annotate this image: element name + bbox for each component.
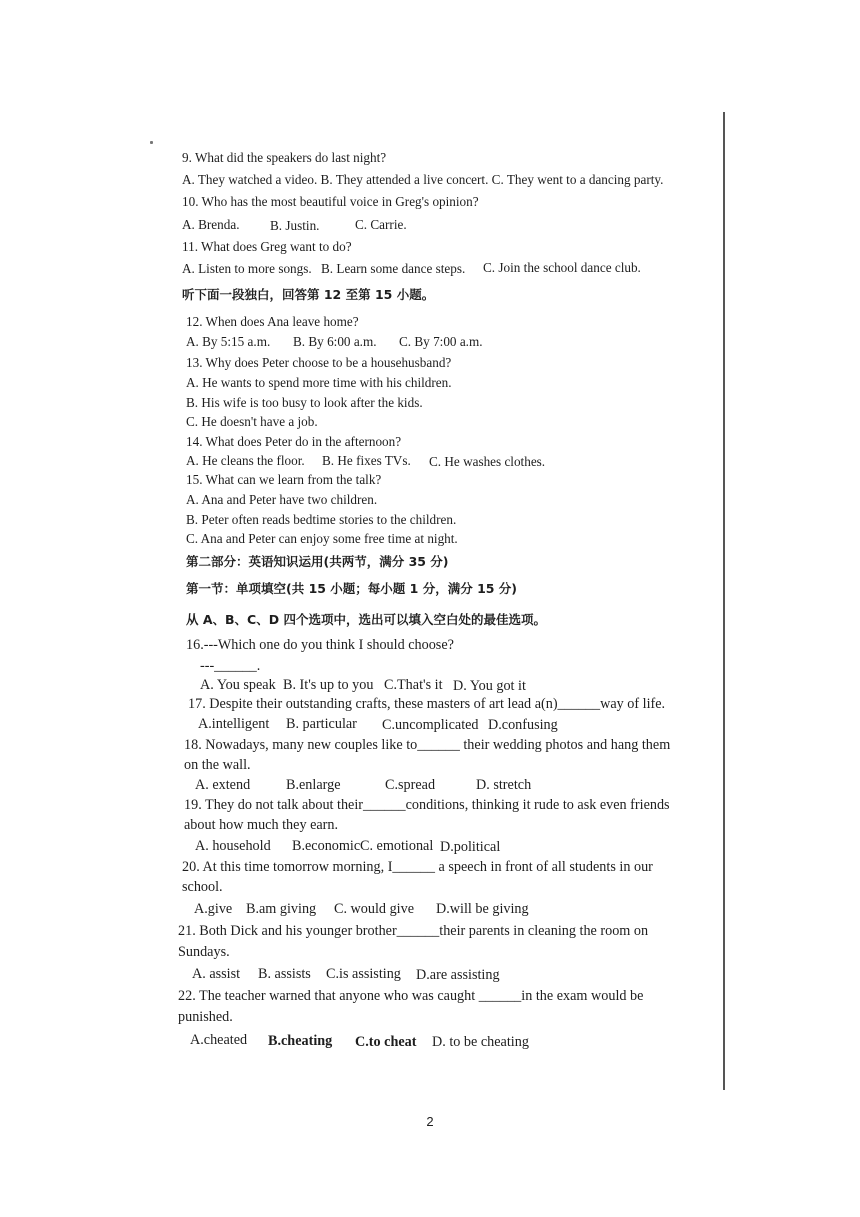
question-21-line2: Sundays. bbox=[178, 944, 230, 960]
option-22-c: C.to cheat bbox=[355, 1034, 417, 1050]
question-22-line1: 22. The teacher warned that anyone who was caught ______in the exam would be bbox=[178, 988, 644, 1004]
question-9: 9. What did the speakers do last night? bbox=[182, 150, 387, 165]
option-20-c: C. would give bbox=[334, 901, 414, 917]
option-19-b: B.economic bbox=[292, 838, 361, 854]
option-19-a: A. household bbox=[195, 838, 271, 854]
option-11-a: A. Listen to more songs. bbox=[182, 261, 312, 276]
section1-instruction: 从 A、B、C、D 四个选项中，选出可以填入空白处的最佳选项。 bbox=[186, 612, 546, 627]
question-21-line1: 21. Both Dick and his younger brother______their parents in cleaning the room on bbox=[178, 923, 649, 939]
option-13-b: B. His wife is too busy to look after the kids. bbox=[186, 395, 423, 410]
option-22-b: B.cheating bbox=[268, 1033, 333, 1049]
option-16-c: C.That's it bbox=[384, 677, 443, 693]
question-10: 10. Who has the most beautiful voice in Greg's opinion? bbox=[182, 194, 479, 209]
question-16-reply: ---______. bbox=[200, 658, 261, 674]
option-14-c: C. He washes clothes. bbox=[429, 454, 546, 469]
option-12-a: A. By 5:15 a.m. bbox=[186, 334, 271, 349]
option-21-b: B. assists bbox=[258, 966, 311, 982]
option-15-a: A. Ana and Peter have two children. bbox=[186, 492, 378, 507]
option-14-a: A. He cleans the floor. bbox=[186, 453, 305, 468]
question-12: 12. When does Ana leave home? bbox=[186, 314, 359, 329]
option-18-d: D. stretch bbox=[476, 777, 532, 793]
option-21-c: C.is assisting bbox=[326, 966, 401, 982]
question-9-options: A. They watched a video. B. They attended a live concert. C. They went to a dancing party. bbox=[182, 172, 664, 187]
question-13: 13. Why does Peter choose to be a househusband? bbox=[186, 355, 452, 370]
question-19-line1: 19. They do not talk about their______conditions, thinking it rude to ask even friends bbox=[184, 797, 670, 813]
question-20-line2: school. bbox=[182, 879, 223, 895]
option-22-d: D. to be cheating bbox=[432, 1034, 529, 1050]
option-12-b: B. By 6:00 a.m. bbox=[293, 334, 377, 349]
option-15-c: C. Ana and Peter can enjoy some free time at night. bbox=[186, 531, 458, 546]
question-16: 16.---Which one do you think I should choose? bbox=[186, 637, 454, 653]
question-14: 14. What does Peter do in the afternoon? bbox=[186, 434, 402, 449]
question-22-line2: punished. bbox=[178, 1009, 233, 1025]
option-20-b: B.am giving bbox=[246, 901, 317, 917]
option-18-c: C.spread bbox=[385, 777, 436, 793]
option-11-b: B. Learn some dance steps. bbox=[321, 261, 466, 276]
section1-heading: 第一节：单项填空(共 15 小题；每小题 1 分，满分 15 分) bbox=[186, 581, 518, 596]
option-16-b: B. It's up to you bbox=[283, 677, 374, 693]
option-14-b: B. He fixes TVs. bbox=[322, 453, 411, 468]
part2-heading: 第二部分：英语知识运用(共两节，满分 35 分) bbox=[186, 554, 449, 569]
page-number: 2 bbox=[426, 1114, 434, 1129]
option-10-c: C. Carrie. bbox=[355, 217, 407, 232]
option-15-b: B. Peter often reads bedtime stories to the children. bbox=[186, 512, 457, 527]
option-20-d: D.will be giving bbox=[436, 901, 529, 917]
option-17-c: C.uncomplicated bbox=[382, 717, 479, 733]
question-11: 11. What does Greg want to do? bbox=[182, 239, 352, 254]
option-10-b: B. Justin. bbox=[270, 218, 320, 233]
option-16-d: D. You got it bbox=[453, 678, 526, 694]
question-17: 17. Despite their outstanding crafts, these masters of art lead a(n)______way of life. bbox=[188, 696, 666, 712]
option-17-d: D.confusing bbox=[488, 717, 558, 733]
question-18-line2: on the wall. bbox=[184, 757, 251, 773]
question-19-line2: about how much they earn. bbox=[184, 817, 339, 833]
option-13-c: C. He doesn't have a job. bbox=[186, 414, 318, 429]
page-margin-rule bbox=[723, 112, 725, 1090]
option-18-a: A. extend bbox=[195, 777, 251, 793]
option-11-c: C. Join the school dance club. bbox=[483, 260, 641, 275]
option-21-a: A. assist bbox=[192, 966, 241, 982]
option-13-a: A. He wants to spend more time with his children. bbox=[186, 375, 452, 390]
option-19-d: D.political bbox=[440, 839, 501, 855]
question-18-line1: 18. Nowadays, many new couples like to______ their wedding photos and hang them bbox=[184, 737, 671, 753]
question-15: 15. What can we learn from the talk? bbox=[186, 472, 382, 487]
option-17-a: A.intelligent bbox=[198, 716, 270, 732]
option-16-a: A. You speak bbox=[200, 677, 276, 693]
option-17-b: B. particular bbox=[286, 716, 357, 732]
scan-speck bbox=[150, 141, 153, 144]
option-10-a: A. Brenda. bbox=[182, 217, 240, 232]
option-21-d: D.are assisting bbox=[416, 967, 500, 983]
option-18-b: B.enlarge bbox=[286, 777, 341, 793]
option-12-c: C. By 7:00 a.m. bbox=[399, 334, 483, 349]
option-20-a: A.give bbox=[194, 901, 233, 917]
option-22-a: A.cheated bbox=[190, 1032, 248, 1048]
monologue-instruction: 听下面一段独白，回答第 12 至第 15 小题。 bbox=[182, 287, 435, 302]
option-19-c: C. emotional bbox=[360, 838, 434, 854]
question-20-line1: 20. At this time tomorrow morning, I______ a speech in front of all students in our bbox=[182, 859, 653, 875]
